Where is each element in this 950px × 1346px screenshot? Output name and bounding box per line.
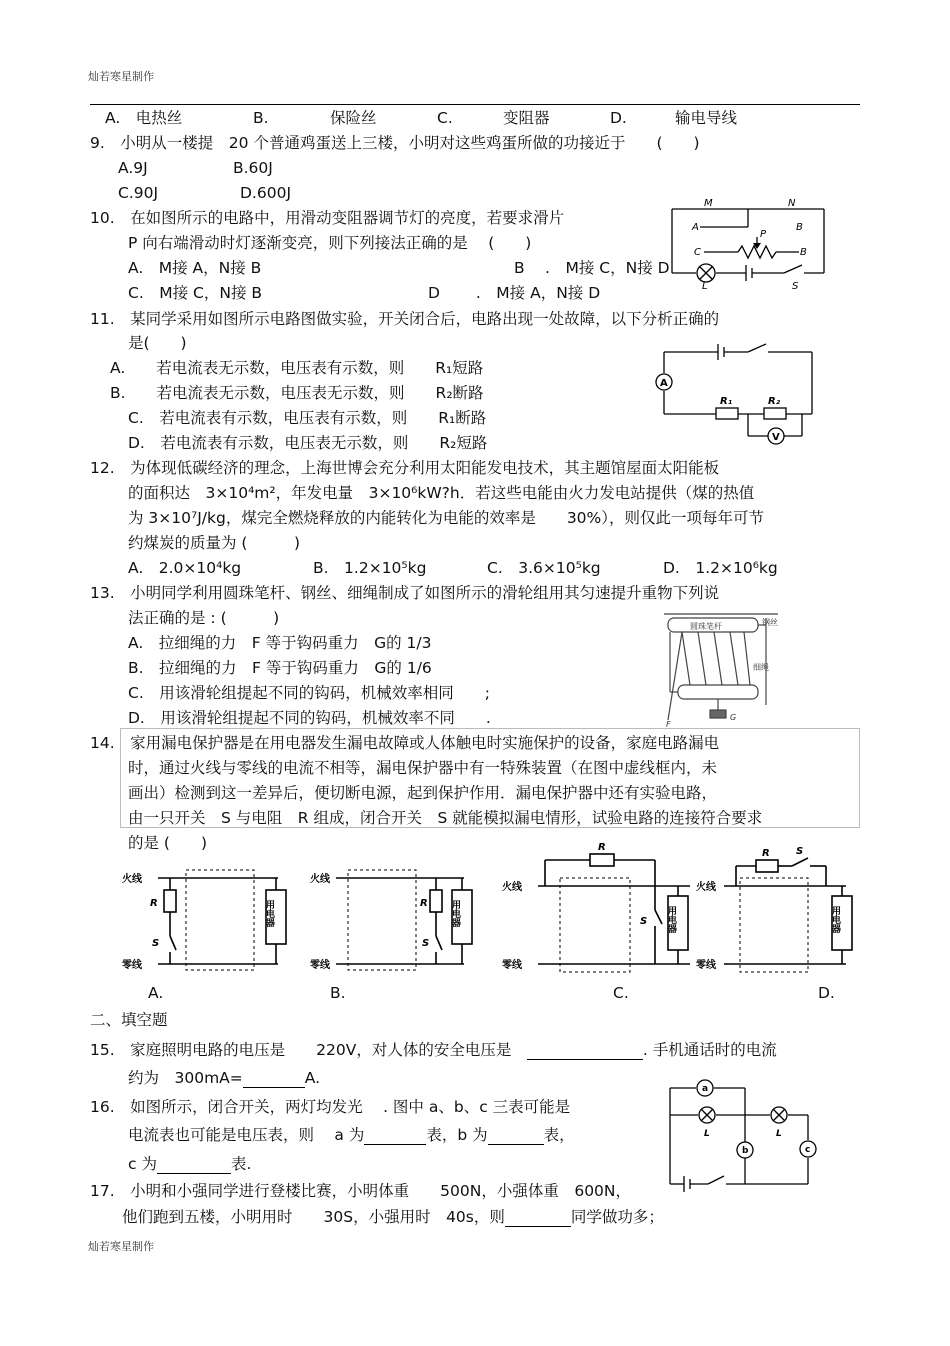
q14-label-a: A. bbox=[148, 984, 164, 1002]
q16-circuit-diagram bbox=[660, 1068, 825, 1193]
q16-blank-b[interactable] bbox=[488, 1128, 544, 1145]
q14d-neutral-label: 零线 bbox=[696, 960, 716, 971]
q14d-s-label: S bbox=[796, 846, 804, 857]
q14-line-1: 14. 家用漏电保护器是在用电器发生漏电故障或人体触电时实施保护的设备，家庭电路漏电 bbox=[90, 734, 720, 752]
q9-option-a: A.9J bbox=[118, 159, 148, 177]
q10-label-b: B bbox=[796, 222, 803, 233]
q12-line-4: 约煤炭的质量为 ( ) bbox=[128, 534, 301, 552]
q14a-device-label: 用电器 bbox=[264, 900, 274, 927]
q11-ammeter-label: A bbox=[660, 378, 668, 389]
q8-option-d: D. bbox=[610, 109, 627, 127]
q16-lamp-2-label: L bbox=[776, 1129, 782, 1139]
q8-option-c: C. bbox=[437, 109, 453, 127]
q14a-r-label: R bbox=[150, 898, 158, 909]
q14a-neutral-label: 零线 bbox=[122, 960, 142, 971]
q16-text-3a: c 为 bbox=[128, 1155, 157, 1173]
q10-label-p: P bbox=[760, 229, 767, 240]
q11-option-d: D. 若电流表有示数，电压表无示数，则 R₂短路 bbox=[128, 434, 488, 452]
q16-text-2a: 电流表也可能是电压表，则 a 为 bbox=[128, 1126, 365, 1144]
q16-line-1: 16. 如图所示，闭合开关，两灯均发光 . 图中 a、b、c 三表可能是 bbox=[90, 1098, 571, 1116]
q15-text-2b: A. bbox=[304, 1069, 321, 1087]
q9-option-b: B.60J bbox=[233, 159, 273, 177]
q14b-s-label: S bbox=[422, 938, 430, 949]
q12-line-2: 的面积达 3×10⁴m²，年发电量 3×10⁶kW?h．若这些电能由火力发电站提供（煤的热值 bbox=[128, 484, 755, 502]
q14-line-5: 的是 ( ) bbox=[128, 834, 208, 852]
header-rule bbox=[90, 104, 860, 105]
q10-label-l: L bbox=[702, 281, 708, 290]
q16-text-2c: 表， bbox=[543, 1126, 575, 1144]
q13-label-pen: 圆珠笔杆 bbox=[690, 622, 722, 631]
q10-label-s: S bbox=[792, 281, 799, 290]
q16-blank-c[interactable] bbox=[157, 1157, 231, 1174]
q10-option-b: B . M接 C，N接 D bbox=[514, 259, 670, 277]
q15-text-2a: 约为 300mA= bbox=[128, 1069, 243, 1087]
q8-option-c-text: 变阻器 bbox=[503, 109, 550, 127]
q16-meter-c-label: c bbox=[805, 1145, 811, 1155]
q14b-r-label: R bbox=[420, 898, 428, 909]
q16-text-3b: 表. bbox=[230, 1155, 252, 1173]
page-footer: 灿若寒星制作 bbox=[88, 1240, 154, 1253]
q9-option-d: D.600J bbox=[240, 184, 292, 202]
q11-stem-2: 是( ) bbox=[128, 334, 187, 352]
q10-label-m: M bbox=[704, 198, 713, 209]
q14a-live-label: 火线 bbox=[122, 874, 142, 885]
q13-option-b: B. 拉细绳的力 F 等于钩码重力 G的 1/6 bbox=[128, 659, 432, 677]
q16-line-3 bbox=[128, 1154, 251, 1174]
q14-label-d: D. bbox=[818, 984, 835, 1002]
q12-option-d: D. 1.2×10⁶kg bbox=[663, 559, 778, 577]
q12-option-b: B. 1.2×10⁵kg bbox=[313, 559, 427, 577]
q14-diagram-b bbox=[306, 860, 476, 975]
q16-line-2 bbox=[128, 1125, 575, 1145]
q15-text-1a: 15. 家庭照明电路的电压是 220V，对人体的安全电压是 bbox=[90, 1041, 527, 1059]
q10-label-b2: B bbox=[800, 247, 807, 258]
q8-option-b: B. bbox=[253, 109, 269, 127]
section-title-fill-in: 二、填空题 bbox=[90, 1011, 168, 1029]
q12-line-1: 12. 为体现低碳经济的理念，上海世博会充分利用太阳能发电技术，其主题馆屋面太阳能板 bbox=[90, 459, 720, 477]
q12-option-c: C. 3.6×10⁵kg bbox=[487, 559, 601, 577]
q17-text-2a: 他们跑到五楼，小明用时 30S，小强用时 40s，则 bbox=[122, 1208, 505, 1226]
q14d-live-label: 火线 bbox=[696, 882, 716, 893]
q10-option-d: D . M接 A，N接 D bbox=[428, 284, 601, 302]
q14-line-3: 画出）检测到这一差异后，便切断电源，起到保护作用．漏电保护器中还有实验电路， bbox=[128, 784, 718, 802]
q9-stem: 9. 小明从一楼提 20 个普通鸡蛋送上三楼，小明对这些鸡蛋所做的功接近于 ( ) bbox=[90, 134, 700, 152]
q10-circuit-diagram bbox=[664, 195, 836, 290]
q10-label-n: N bbox=[788, 198, 796, 209]
q14c-s-label: S bbox=[640, 916, 648, 927]
q12-option-a: A. 2.0×10⁴kg bbox=[128, 559, 242, 577]
q15-text-1b: . 手机通话时的电流 bbox=[642, 1041, 777, 1059]
q13-pulley-diagram bbox=[660, 610, 785, 728]
q15-blank-1[interactable] bbox=[527, 1043, 643, 1060]
q17-line-2 bbox=[122, 1207, 664, 1227]
q11-stem-1: 11. 某同学采用如图所示电路图做实验，开关闭合后，电路出现一处故障，以下分析正确的 bbox=[90, 310, 720, 328]
q14c-device-label: 用电器 bbox=[666, 906, 676, 933]
q15-line-2 bbox=[128, 1068, 320, 1088]
q14d-r-label: R bbox=[762, 848, 770, 859]
q11-option-a: A. 若电流表无示数，电压表有示数，则 R₁短路 bbox=[110, 359, 484, 377]
q14-line-4: 由一只开关 S 与电阻 R 组成，闭合开关 S 就能模拟漏电情形，试验电路的连接符合要求 bbox=[128, 809, 763, 827]
q14b-device-label: 用电器 bbox=[450, 900, 460, 927]
q12-line-3: 为 3×10⁷J/kg，煤完全燃烧释放的内能转化为电能的效率是 30%），则仅此一项每年可节 bbox=[128, 509, 765, 527]
q11-voltmeter-label: V bbox=[772, 432, 780, 443]
q14a-s-label: S bbox=[152, 938, 160, 949]
q14-diagram-d bbox=[696, 838, 856, 975]
q11-circuit-diagram bbox=[652, 340, 822, 445]
q14-diagram-c bbox=[500, 838, 700, 975]
q11-option-c: C. 若电流表有示数，电压表有示数，则 R₁断路 bbox=[128, 409, 487, 427]
q11-option-b: B. 若电流表无示数，电压表无示数，则 R₂断路 bbox=[110, 384, 484, 402]
page-header: 灿若寒星制作 bbox=[88, 70, 154, 83]
q16-meter-a-label: a bbox=[702, 1084, 709, 1094]
q14-line-2: 时，通过火线与零线的电流不相等，漏电保护器中有一特殊装置（在图中虚线框内，未 bbox=[128, 759, 718, 777]
q10-option-c: C. M接 C，N接 B bbox=[128, 284, 263, 302]
q14-diagram-a bbox=[118, 860, 293, 975]
q16-lamp-1-label: L bbox=[704, 1129, 710, 1139]
q14d-device-label: 用电器 bbox=[830, 906, 840, 933]
q8-option-a: A. 电热丝 bbox=[105, 109, 183, 127]
q14b-live-label: 火线 bbox=[310, 874, 330, 885]
q9-option-c: C.90J bbox=[118, 184, 159, 202]
q14c-r-label: R bbox=[598, 842, 606, 853]
q13-option-c: C. 用该滑轮组提起不同的钩码，机械效率相同 ; bbox=[128, 684, 490, 702]
q10-stem-1: 10. 在如图所示的电路中，用滑动变阻器调节灯的亮度，若要求滑片 bbox=[90, 209, 565, 227]
q14c-neutral-label: 零线 bbox=[502, 960, 522, 971]
q14-label-c: C. bbox=[613, 984, 629, 1002]
q13-label-wire: 钢丝 bbox=[762, 618, 778, 627]
q16-blank-a[interactable] bbox=[364, 1128, 426, 1145]
q13-option-d: D. 用该滑轮组提起不同的钩码，机械效率不同 . bbox=[128, 709, 491, 727]
q16-text-2b: 表，b 为 bbox=[426, 1126, 488, 1144]
q13-line-1: 13. 小明同学利用圆珠笔杆、钢丝、细绳制成了如图所示的滑轮组用其匀速提升重物下列说 bbox=[90, 584, 720, 602]
q10-stem-2: P 向右端滑动时灯逐渐变亮，则下列接法正确的是 ( ) bbox=[128, 234, 532, 252]
q11-label-r2: R₂ bbox=[768, 396, 781, 407]
q13-label-rope: 细绳 bbox=[753, 663, 769, 672]
q17-text-2b: 同学做功多； bbox=[570, 1208, 664, 1226]
q14c-live-label: 火线 bbox=[502, 882, 522, 893]
q14-label-b: B. bbox=[330, 984, 346, 1002]
q17-line-1: 17. 小明和小强同学进行登楼比赛，小明体重 500N，小强体重 600N， bbox=[90, 1182, 632, 1200]
q8-option-b-text: 保险丝 bbox=[330, 109, 377, 127]
q16-meter-b-label: b bbox=[742, 1146, 749, 1156]
q10-label-c: C bbox=[694, 247, 701, 258]
q13-option-a: A. 拉细绳的力 F 等于钩码重力 G的 1/3 bbox=[128, 634, 432, 652]
q13-line-2: 法正确的是 : ( ) bbox=[128, 609, 280, 627]
q15-blank-2[interactable] bbox=[243, 1071, 305, 1088]
q17-blank[interactable] bbox=[505, 1210, 571, 1227]
q13-label-f: F bbox=[666, 720, 671, 728]
q15-line-1 bbox=[90, 1040, 777, 1060]
q13-label-g: G bbox=[730, 713, 737, 722]
q11-label-r1: R₁ bbox=[720, 396, 733, 407]
q10-option-a: A. M接 A，N接 B bbox=[128, 259, 262, 277]
q14b-neutral-label: 零线 bbox=[310, 960, 330, 971]
q10-label-a: A bbox=[692, 222, 699, 233]
q8-option-d-text: 输电导线 bbox=[675, 109, 738, 127]
